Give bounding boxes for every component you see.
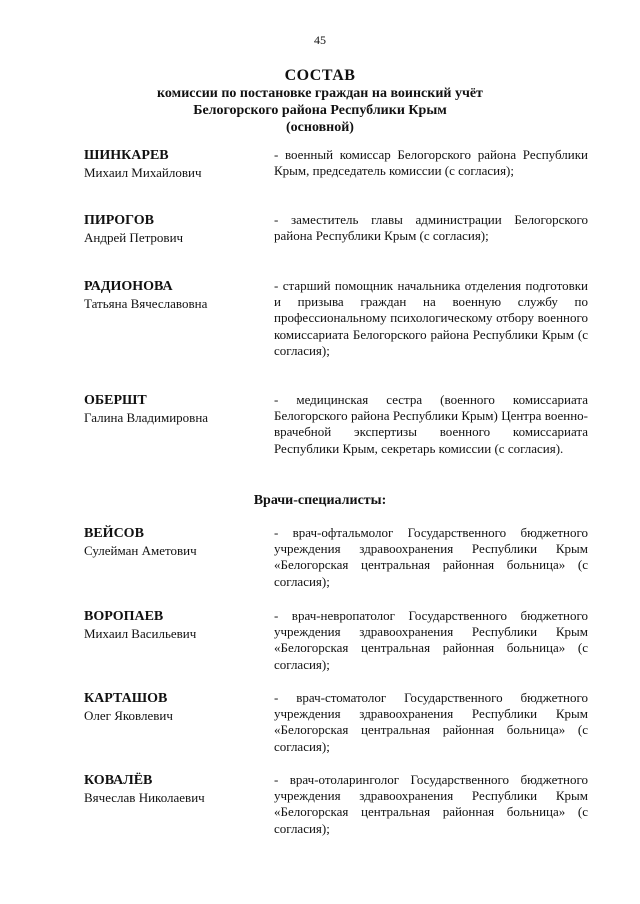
member-name (84, 147, 269, 181)
specialist-given-name: Олег Яковлевич (84, 708, 173, 723)
specialist-given-name: Вячеслав Николаевич (84, 790, 205, 805)
member-surname: РАДИОНОВА (84, 279, 173, 294)
specialist-given-name: Михаил Васильевич (84, 626, 197, 641)
page-number: 45 (314, 33, 326, 47)
title-main: СОСТАВ (284, 67, 356, 84)
member-role: - старший помощник начальника отделения подготовки и призыва граждан на военную службу по профессиональному психологическому отбору военного комиссариата Белогорского района Республики Крым (с согласия); (274, 278, 588, 358)
specialist-name (84, 690, 269, 724)
title-line-3: (основной) (286, 120, 354, 135)
title-line-2: Белогорского района Республики Крым (193, 103, 447, 118)
specialist-given-name: Сулейман Аметович (84, 543, 197, 558)
member-name (84, 212, 269, 246)
specialists-heading: Врачи-специалисты: (253, 493, 387, 508)
member-given-name: Татьяна Вячеславовна (84, 296, 208, 311)
document-title (0, 66, 640, 136)
specialist-surname: КОВАЛЁВ (84, 773, 153, 788)
specialist-role: - врач-отоларинголог Государственного бюджетного учреждения здравоохранения Республики Крым «Белогорская центральная районная больница» (с согласия); (274, 772, 588, 836)
specialist-name (84, 525, 269, 559)
specialist-name (84, 772, 269, 806)
member-role: - заместитель главы администрации Белогорского района Республики Крым (с согласия); (274, 212, 588, 244)
specialist-role: - врач-стоматолог Государственного бюджетного учреждения здравоохранения Республики Крым «Белогорская центральная районная больница» (с согласия); (274, 690, 588, 754)
member-given-name: Галина Владимировна (84, 410, 209, 425)
specialist-role: - врач-невропатолог Государственного бюджетного учреждения здравоохранения Республики Крым «Белогорская центральная районная больница» (с согласия); (274, 608, 588, 672)
member-surname: ШИНКАРЕВ (84, 148, 169, 163)
member-role: - военный комиссар Белогорского района Республики Крым, председатель комиссии (с согласия); (274, 147, 588, 179)
specialist-role: - врач-офтальмолог Государственного бюджетного учреждения здравоохранения Республики Крым «Белогорская центральная районная больница» (с согласия); (274, 525, 588, 589)
title-line-1: комиссии по постановке граждан на воинский учёт (157, 86, 483, 101)
specialist-name (84, 608, 269, 642)
member-role: - медицинская сестра (военного комиссариата Белогорского района Республики Крым) Центра военно-врачебной экспертизы военного комиссариата Республики Крым, секретарь комиссии (с согласия). (274, 392, 588, 456)
specialist-surname: КАРТАШОВ (84, 691, 168, 706)
member-given-name: Андрей Петрович (84, 230, 184, 245)
member-given-name: Михаил Михайлович (84, 165, 202, 180)
member-surname: ОБЕРШТ (84, 393, 147, 408)
member-surname: ПИРОГОВ (84, 213, 154, 228)
member-name (84, 392, 269, 426)
specialist-surname: ВЕЙСОВ (84, 526, 144, 541)
member-name (84, 278, 269, 312)
specialist-surname: ВОРОПАЕВ (84, 609, 164, 624)
